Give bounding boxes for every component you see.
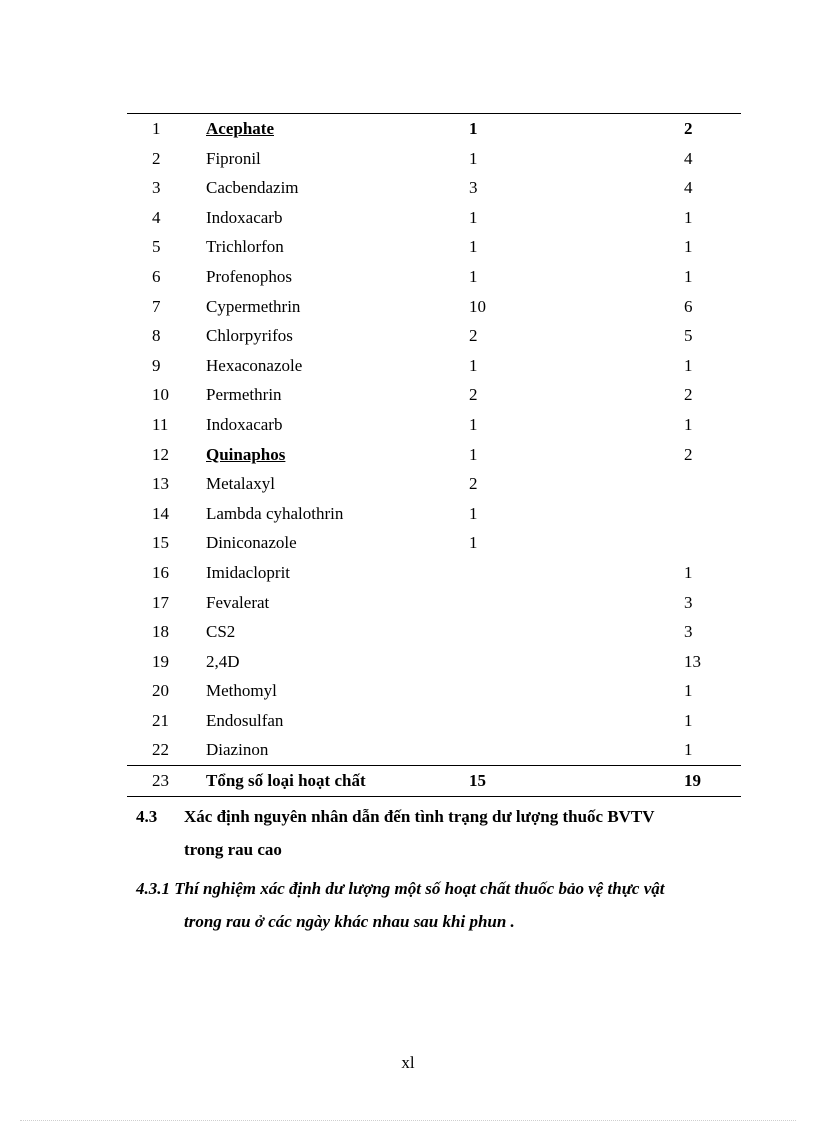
count-column-b: 6 — [684, 296, 693, 316]
row-number: 1 — [152, 119, 161, 138]
count-column-b: 1 — [684, 562, 693, 582]
subsection-title-line-1: 4.3.1 Thí nghiệm xác định dư lượng một số hoạt chất thuốc bảo vệ thực vật — [136, 879, 665, 898]
count-column-a: 1 — [469, 444, 478, 464]
count-column-b: 5 — [684, 326, 693, 346]
table-row — [127, 351, 741, 381]
row-number: 2 — [152, 148, 161, 168]
page-bottom-divider — [20, 1120, 796, 1121]
active-ingredient-name — [204, 647, 438, 677]
active-ingredient-name — [204, 440, 438, 470]
section-heading-line-1 — [136, 800, 740, 833]
active-ingredient-label: Permethrin — [206, 385, 282, 405]
row-number: 4 — [152, 207, 161, 227]
count-column-b: 1 — [684, 681, 693, 701]
subsection-title-line-2: trong rau ở các ngày khác nhau sau khi phun . — [184, 912, 515, 931]
row-number: 10 — [152, 385, 169, 405]
row-number: 8 — [152, 326, 161, 346]
row-number: 20 — [152, 681, 169, 701]
active-ingredient-name — [204, 735, 438, 765]
active-ingredient-name — [204, 262, 438, 292]
active-ingredient-name — [204, 203, 438, 233]
row-number: 16 — [152, 562, 169, 582]
count-column-a: 1 — [469, 414, 478, 434]
total-label: Tổng số loại hoạt chất — [204, 766, 438, 797]
count-column-a — [438, 706, 548, 736]
table-row — [127, 321, 741, 351]
active-ingredient-label: Trichlorfon — [206, 237, 284, 257]
active-ingredient-name — [204, 676, 438, 706]
count-column-a: 1 — [469, 503, 478, 523]
active-ingredient-label: Hexaconazole — [206, 355, 303, 375]
active-ingredient-label: Endosulfan — [206, 710, 284, 730]
count-column-a: 10 — [469, 296, 486, 316]
count-column-b: 4 — [684, 178, 693, 198]
active-ingredient-name — [204, 292, 438, 322]
count-column-b: 1 — [684, 207, 693, 227]
count-column-a — [438, 676, 548, 706]
active-ingredient-label: Quinaphos — [206, 444, 286, 464]
table-row — [127, 647, 741, 677]
row-number: 11 — [152, 414, 169, 434]
row-number: 17 — [152, 592, 169, 612]
section-title-line-1: Xác định nguyên nhân dẫn đến tình trạng dư lượng thuốc BVTV — [184, 807, 655, 826]
active-ingredient-name — [204, 706, 438, 736]
row-number: 22 — [152, 740, 169, 760]
table-row — [127, 380, 741, 410]
active-ingredient-label: Diniconazole — [206, 533, 297, 553]
table-row — [127, 440, 741, 470]
table-row — [127, 173, 741, 203]
active-ingredient-label: CS2 — [206, 622, 236, 642]
row-number: 18 — [152, 622, 169, 642]
count-column-a: 1 — [469, 237, 478, 257]
active-ingredient-label: Indoxacarb — [206, 414, 283, 434]
count-column-b: 2 — [684, 385, 693, 405]
total-column-a: 15 — [438, 766, 548, 797]
section-number: 4.3 — [136, 807, 158, 826]
table-total-row — [127, 766, 741, 797]
count-column-a — [438, 558, 548, 588]
table-row — [127, 528, 741, 558]
section-title-line-2: trong rau cao — [184, 840, 282, 859]
active-ingredient-name — [204, 380, 438, 410]
count-column-b: 1 — [684, 414, 693, 434]
active-ingredient-name — [204, 114, 438, 144]
row-number: 19 — [152, 651, 169, 671]
table-row — [127, 499, 741, 529]
active-ingredient-name — [204, 410, 438, 440]
active-ingredient-name — [204, 144, 438, 174]
count-column-a — [438, 617, 548, 647]
row-number: 7 — [152, 296, 161, 316]
count-column-b: 1 — [684, 710, 693, 730]
active-ingredient-label: Acephate — [206, 119, 274, 138]
count-column-a — [438, 735, 548, 765]
active-ingredient-name — [204, 321, 438, 351]
count-column-a — [438, 647, 548, 677]
active-ingredient-label: Chlorpyrifos — [206, 326, 293, 346]
total-row-number: 23 — [127, 766, 204, 797]
row-number: 15 — [152, 533, 169, 553]
table-row — [127, 469, 741, 499]
table-row — [127, 262, 741, 292]
table-row — [127, 676, 741, 706]
page-number: xl — [401, 1053, 415, 1072]
count-column-b — [548, 499, 741, 529]
count-column-a: 2 — [469, 474, 478, 494]
table-row — [127, 410, 741, 440]
table-row — [127, 292, 741, 322]
row-number: 5 — [152, 237, 161, 257]
table-row — [127, 588, 741, 618]
count-column-b: 1 — [684, 740, 693, 760]
table-row — [127, 114, 741, 144]
active-ingredient-label: 2,4D — [206, 651, 240, 671]
table-row — [127, 203, 741, 233]
count-column-a: 2 — [469, 385, 478, 405]
count-column-b: 3 — [684, 592, 693, 612]
count-column-a: 2 — [469, 326, 478, 346]
active-ingredient-name — [204, 499, 438, 529]
total-column-b: 19 — [548, 766, 741, 797]
count-column-b — [548, 469, 741, 499]
count-column-a: 1 — [469, 207, 478, 227]
count-column-a: 1 — [469, 533, 478, 553]
row-number: 3 — [152, 178, 161, 198]
count-column-a: 1 — [469, 148, 478, 168]
active-ingredient-label: Fevalerat — [206, 592, 270, 612]
count-column-b: 1 — [684, 266, 693, 286]
count-column-a: 1 — [469, 266, 478, 286]
active-ingredient-name — [204, 617, 438, 647]
count-column-b: 2 — [684, 119, 693, 138]
active-ingredient-label: Imidacloprit — [206, 562, 291, 582]
active-ingredient-label: Methomyl — [206, 681, 277, 701]
active-ingredient-name — [204, 558, 438, 588]
row-number: 12 — [152, 444, 169, 464]
count-column-a: 1 — [469, 355, 478, 375]
count-column-b: 2 — [684, 444, 693, 464]
active-ingredient-name — [204, 588, 438, 618]
table-row — [127, 735, 741, 765]
count-column-b: 3 — [684, 622, 693, 642]
table-row — [127, 232, 741, 262]
count-column-a: 3 — [469, 178, 478, 198]
count-column-a: 1 — [469, 119, 478, 138]
active-ingredient-name — [204, 173, 438, 203]
active-ingredient-name — [204, 232, 438, 262]
table-row — [127, 558, 741, 588]
section-heading-4-3 — [136, 800, 740, 866]
count-column-b: 4 — [684, 148, 693, 168]
count-column-b: 13 — [684, 651, 701, 671]
table-row — [127, 706, 741, 736]
count-column-b: 1 — [684, 355, 693, 375]
table-row — [127, 144, 741, 174]
active-ingredient-name — [204, 351, 438, 381]
count-column-a — [438, 588, 548, 618]
count-column-b: 1 — [684, 237, 693, 257]
active-ingredient-label: Metalaxyl — [206, 474, 275, 494]
count-column-b — [548, 528, 741, 558]
active-ingredient-label: Fipronil — [206, 148, 261, 168]
residue-table — [127, 114, 741, 797]
active-ingredient-name — [204, 528, 438, 558]
row-number: 21 — [152, 710, 169, 730]
active-ingredient-label: Lambda cyhalothrin — [206, 503, 344, 523]
subsection-heading-4-3-1 — [136, 872, 740, 938]
active-ingredient-label: Cypermethrin — [206, 296, 301, 316]
active-ingredient-label: Indoxacarb — [206, 207, 283, 227]
active-ingredient-name — [204, 469, 438, 499]
active-ingredient-label: Profenophos — [206, 266, 292, 286]
residue-table-container — [127, 113, 741, 797]
active-ingredient-label: Cacbendazim — [206, 178, 299, 198]
row-number: 14 — [152, 503, 169, 523]
row-number: 13 — [152, 474, 169, 494]
row-number: 6 — [152, 266, 161, 286]
row-number: 9 — [152, 355, 161, 375]
table-row — [127, 617, 741, 647]
active-ingredient-label: Diazinon — [206, 740, 269, 760]
